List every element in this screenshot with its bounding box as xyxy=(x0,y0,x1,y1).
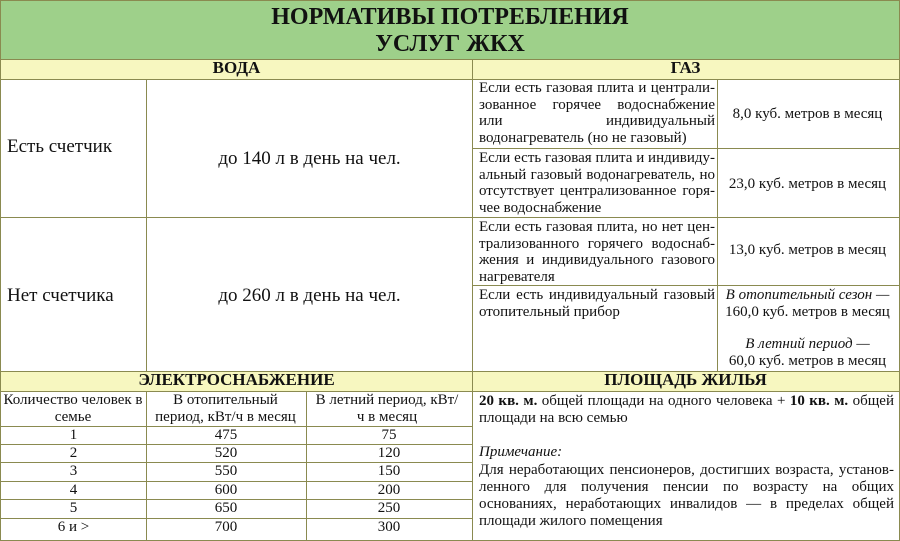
grid-line xyxy=(1,426,472,427)
electricity-header: ЭЛЕКТРОСНАБЖЕНИЕ xyxy=(1,371,472,391)
grid-line xyxy=(1,391,899,392)
table-cell: 200 xyxy=(377,482,401,498)
gas-norm-seasonal xyxy=(720,287,895,369)
electricity-col-header: Количество человек в семье xyxy=(3,392,143,425)
table-cell: 475 xyxy=(214,427,238,443)
grid-line xyxy=(472,217,899,218)
table-cell: 6 и > xyxy=(57,519,90,535)
grid-line xyxy=(717,79,718,371)
gas-header: ГАЗ xyxy=(472,59,899,79)
grid-line xyxy=(1,499,472,500)
gas-heating-label: В отопительный сезон — xyxy=(725,287,890,303)
table-cell: 1 xyxy=(69,427,78,443)
table-cell: 650 xyxy=(214,500,238,516)
gas-condition: Если есть индивидуальный газовый отопительный прибор xyxy=(479,287,715,320)
area-text-1: общей площади на одного человека + xyxy=(537,393,790,409)
table-cell: 3 xyxy=(69,463,78,479)
area-note-label: Примечание: xyxy=(479,444,563,460)
title-line-1: НОРМАТИВЫ ПОТРЕБЛЕНИЯ xyxy=(271,4,629,30)
gas-norm: 8,0 куб. метров в месяц xyxy=(732,106,883,122)
grid-line xyxy=(1,518,472,519)
table-cell: 700 xyxy=(214,519,238,535)
gas-summer-label: В летний период — xyxy=(745,336,870,352)
electricity-col-header: В отопительный период, кВт/ч в месяц xyxy=(155,392,296,425)
grid-line xyxy=(472,148,899,149)
table-cell: 2 xyxy=(69,445,78,461)
gas-summer-value: 60,0 куб. метров в месяц xyxy=(728,352,887,369)
table-cell: 250 xyxy=(377,500,401,516)
title-line-2: УСЛУГ ЖКХ xyxy=(375,31,525,57)
gas-norm: 13,0 куб. метров в месяц xyxy=(728,242,887,258)
gas-condition: Если есть газовая плита и централи-зованное горячее водоснабжение или индивидуальный водонагреватель (но не газовый) xyxy=(479,80,715,146)
grid-line xyxy=(1,217,472,218)
grid-line xyxy=(1,444,472,445)
grid-line xyxy=(146,391,147,540)
table-cell: 150 xyxy=(377,463,401,479)
water-row-value: до 140 л в день на чел. xyxy=(218,148,401,169)
grid-line xyxy=(472,59,473,540)
water-header: ВОДА xyxy=(1,59,472,79)
table-cell: 520 xyxy=(214,445,238,461)
gas-condition: Если есть газовая плита, но нет цен-трализованного горячего водоснаб-жения и индивидуального газового нагревателя xyxy=(479,219,715,285)
table-cell: 300 xyxy=(377,519,401,535)
water-row-label: Нет счетчика xyxy=(7,285,114,306)
table-cell: 120 xyxy=(377,445,401,461)
gas-heating-value: 160,0 куб. метров в месяц xyxy=(725,303,890,320)
table-cell: 550 xyxy=(214,463,238,479)
gas-condition: Если есть газовая плита и индивиду-альный газовый водонагреватель, но отсутствует централизованное горя-чее водоснабжение xyxy=(479,150,715,216)
area-note-text: Для неработающих пенсионеров, достигших возраста, установ-ленного для получения пенсии по возрасту на общих основаниях, неработающих инвалидов — в пределах общей площади жилого помещения xyxy=(479,462,894,529)
area-text-2: общей площади на всю семью xyxy=(479,393,894,426)
gas-norm: 23,0 куб. метров в месяц xyxy=(728,176,887,192)
area-norm-text xyxy=(479,393,894,426)
grid-line xyxy=(472,285,899,286)
grid-line xyxy=(306,391,307,540)
area-header: ПЛОЩАДЬ ЖИЛЬЯ xyxy=(472,371,899,391)
grid-line xyxy=(1,462,472,463)
water-row-value: до 260 л в день на чел. xyxy=(218,285,401,306)
grid-line xyxy=(1,371,899,372)
table-cell: 600 xyxy=(214,482,238,498)
table-cell: 5 xyxy=(69,500,78,516)
area-per-family: 10 кв. м. xyxy=(789,393,849,409)
grid-line xyxy=(1,59,899,60)
electricity-col-header: В летний период, кВт/ч в месяц xyxy=(315,392,459,425)
water-row-label: Есть счетчик xyxy=(7,136,113,157)
grid-line xyxy=(1,481,472,482)
page-title xyxy=(1,1,899,59)
area-per-person: 20 кв. м. xyxy=(479,393,538,409)
grid-line xyxy=(1,79,899,80)
table-cell: 75 xyxy=(381,427,397,443)
grid-line xyxy=(146,79,147,371)
table-cell: 4 xyxy=(69,482,78,498)
